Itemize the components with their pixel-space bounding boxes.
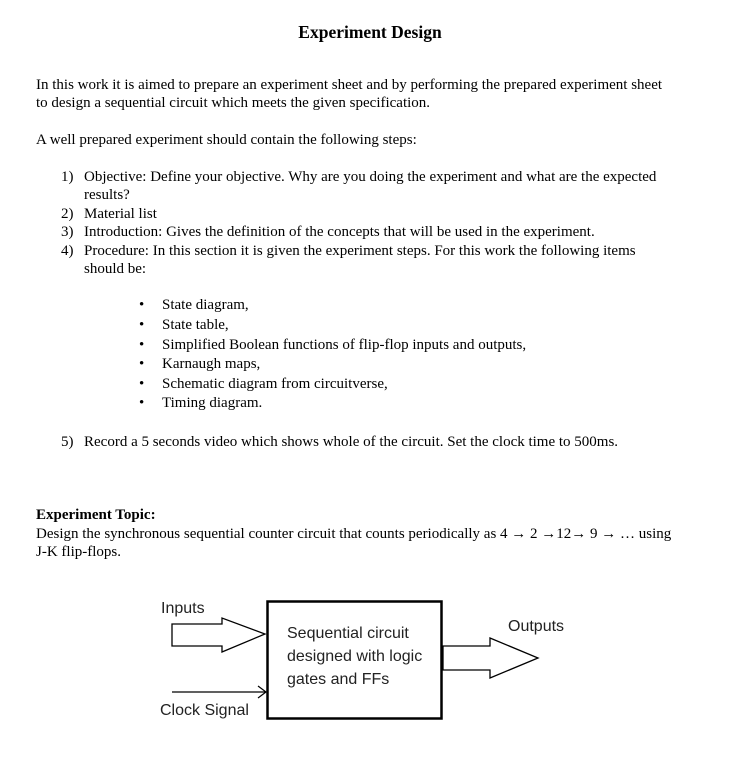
steps-intro: A well prepared experiment should contain the following steps: (36, 132, 417, 148)
step-3-number: 3) (61, 224, 74, 240)
box-text-line-2: designed with logic (287, 648, 423, 665)
bullet-item-state-table: State table, (162, 317, 229, 333)
step-4-number: 4) (61, 243, 74, 259)
bullet-dot: • (139, 297, 145, 313)
intro-line-1: In this work it is aimed to prepare an experiment sheet and by performing the prepared experiment sheet (36, 77, 663, 93)
step-5-text: Record a 5 seconds video which shows whole of the circuit. Set the clock time to 500ms. (84, 434, 619, 450)
bullet-item-timing-diagram: Timing diagram. (162, 395, 263, 411)
bullet-dot: • (139, 356, 145, 372)
inputs-arrow (172, 618, 265, 652)
step-2-text: Material list (84, 206, 157, 222)
clock-signal-label: Clock Signal (160, 702, 249, 719)
box-text-line-1: Sequential circuit (287, 625, 409, 642)
bullet-dot: • (139, 337, 145, 353)
step-4-text-cont: should be: (84, 261, 147, 277)
step-3-text: Introduction: Gives the definition of the concepts that will be used in the experiment. (84, 224, 595, 240)
topic-line-1: Design the synchronous sequential counter circuit that counts periodically as 4 → 2 →12→ 9 → … using (36, 526, 672, 542)
bullet-item-karnaugh-maps: Karnaugh maps, (162, 356, 261, 372)
step-4-text: Procedure: In this section it is given the experiment steps. For this work the following items (84, 243, 636, 259)
outputs-arrow (443, 638, 538, 678)
bullet-dot: • (139, 395, 145, 411)
step-2-number: 2) (61, 206, 74, 222)
step-1-text-cont: results? (84, 187, 130, 203)
bullet-dot: • (139, 317, 145, 333)
topic-line-2: J-K flip-flops. (36, 544, 121, 560)
topic-heading: Experiment Topic: (36, 507, 156, 523)
step-5-number: 5) (61, 434, 74, 450)
bullet-dot: • (139, 376, 145, 392)
page-title: Experiment Design (298, 22, 442, 42)
inputs-label: Inputs (161, 600, 205, 617)
step-1-number: 1) (61, 169, 74, 185)
bullet-item-boolean-functions: Simplified Boolean functions of flip-flop inputs and outputs, (162, 337, 527, 353)
outputs-label: Outputs (508, 618, 565, 635)
bullet-item-schematic: Schematic diagram from circuitverse, (162, 376, 388, 392)
box-text-line-3: gates and FFs (287, 671, 390, 688)
bullet-item-state-diagram: State diagram, (162, 297, 249, 313)
intro-line-2: to design a sequential circuit which meets the given specification. (36, 95, 431, 111)
step-1-text: Objective: Define your objective. Why are you doing the experiment and what are the expected (84, 169, 657, 185)
